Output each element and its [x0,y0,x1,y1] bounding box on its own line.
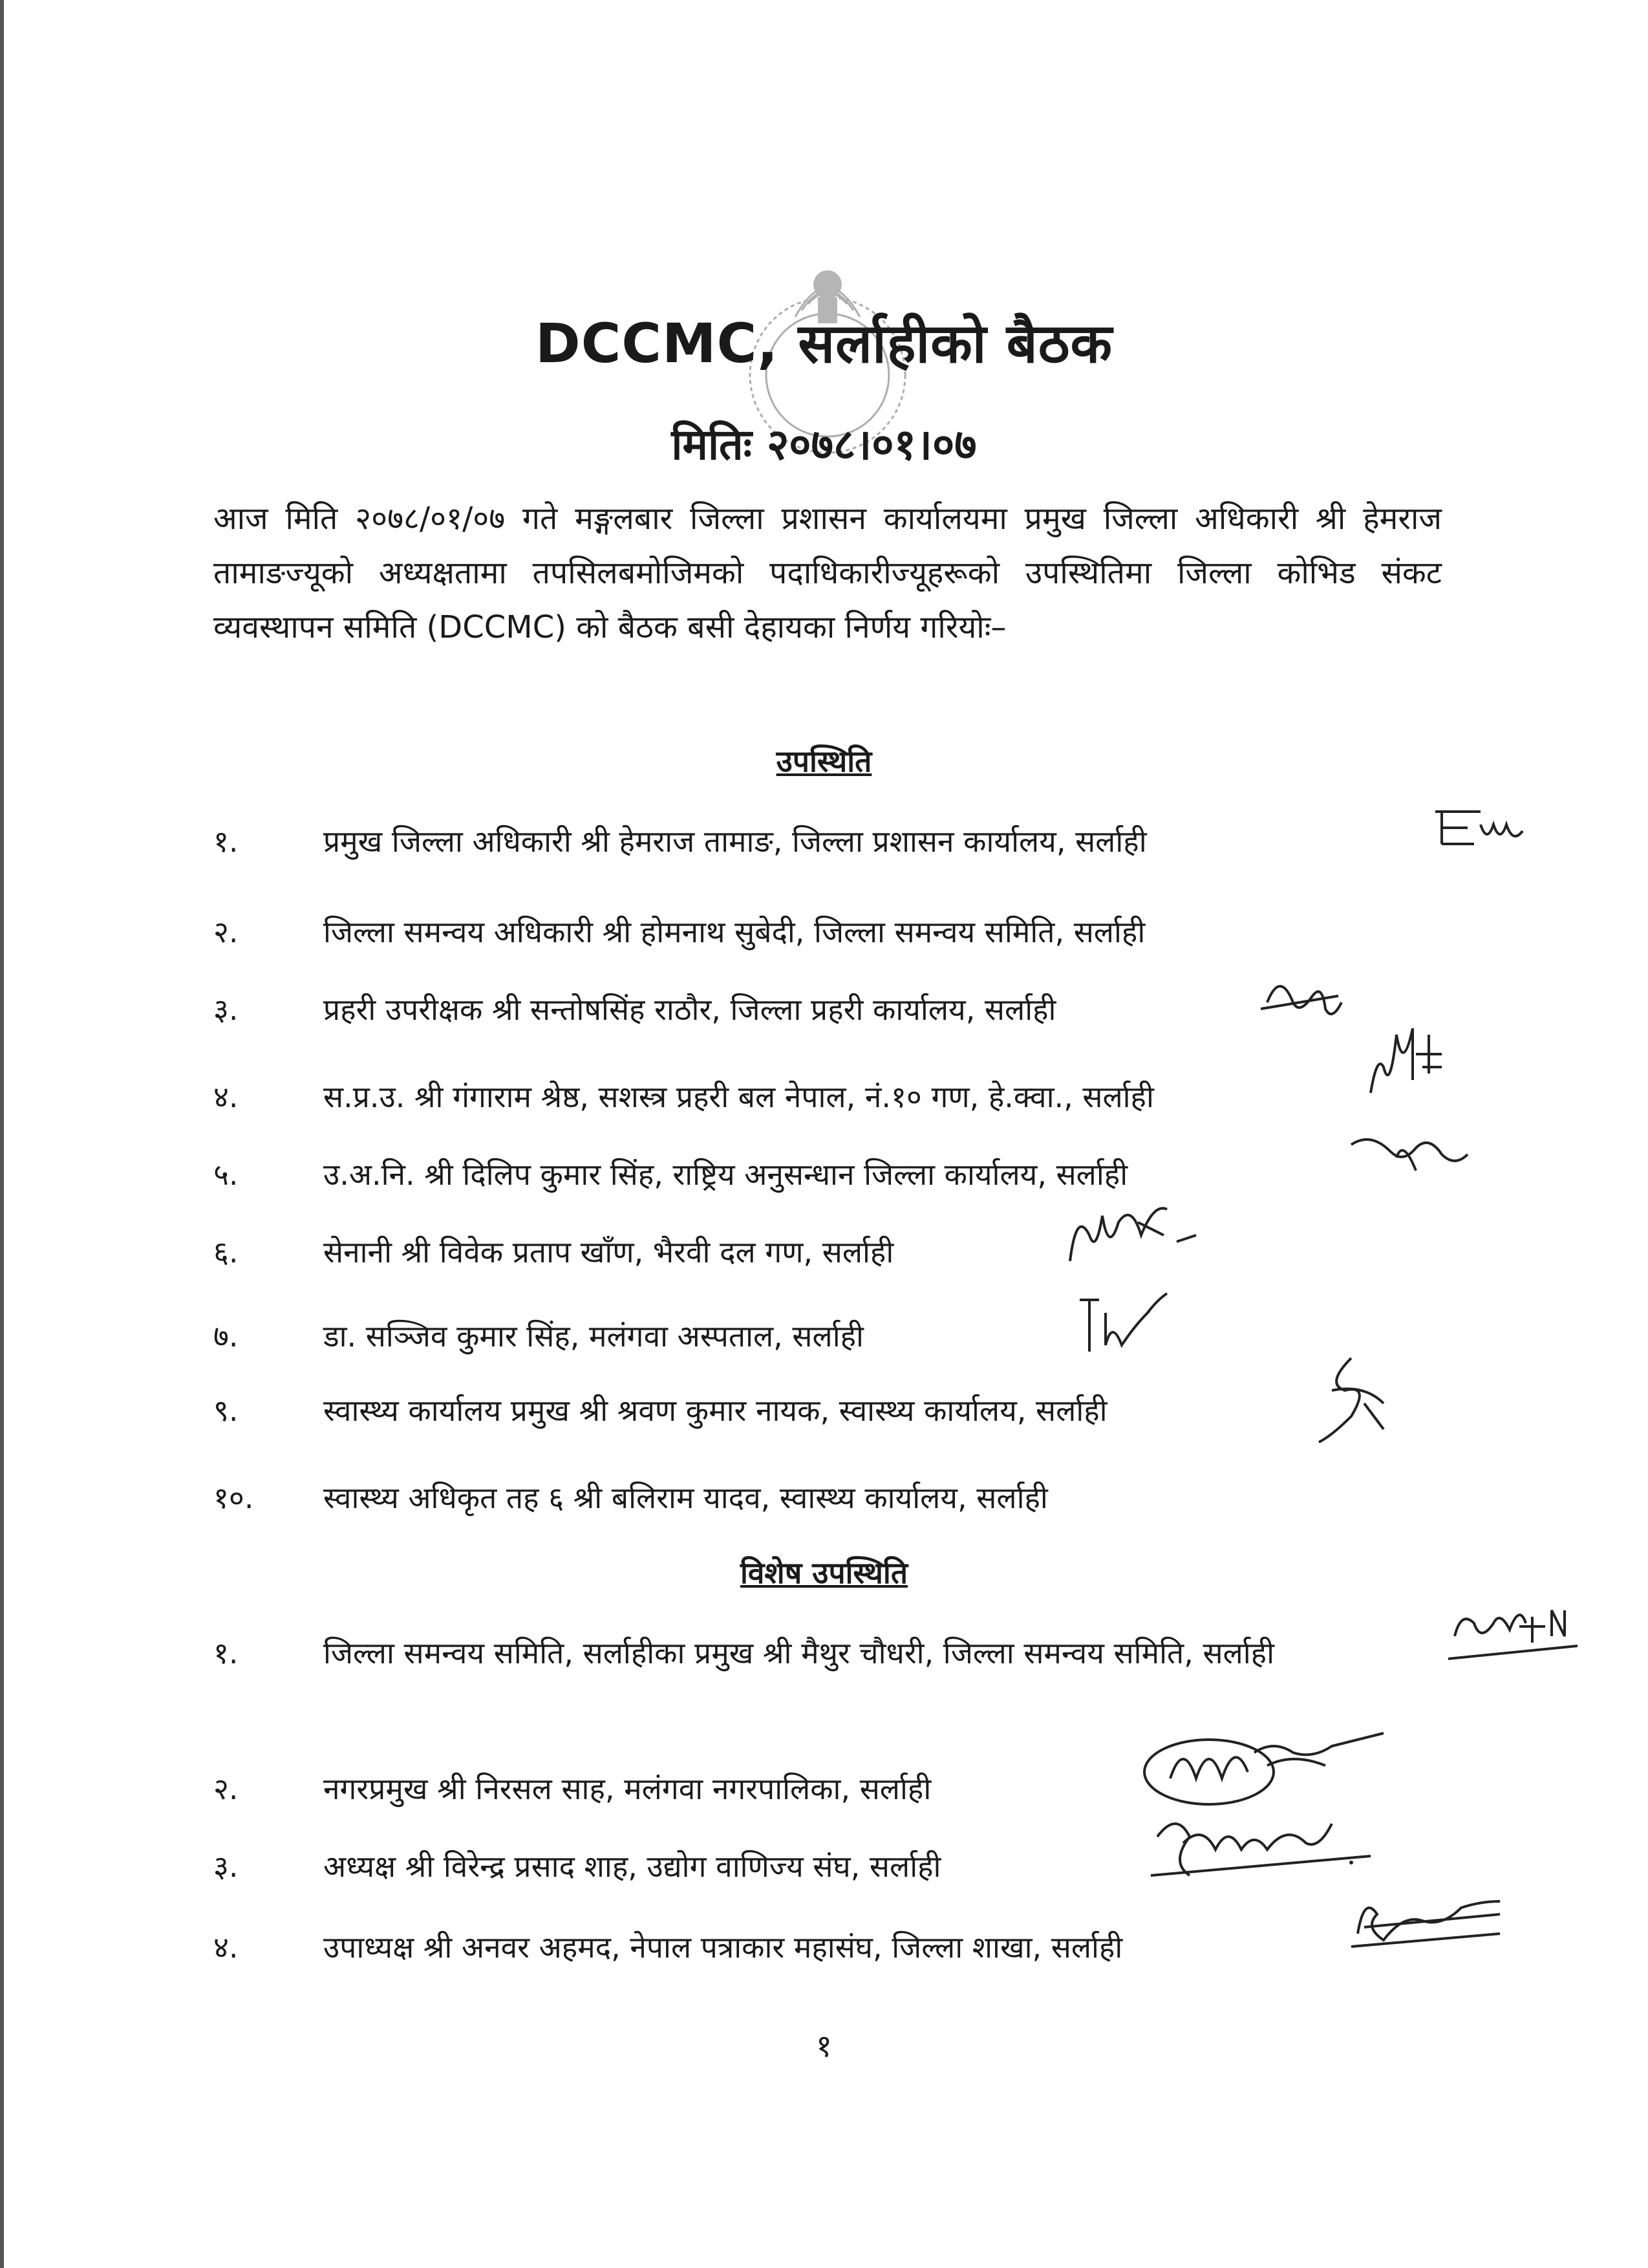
attendee-number: ९. [213,1393,239,1428]
attendee-number: १०. [213,1480,254,1515]
attendee-number: ३. [213,1849,239,1884]
signature [1254,964,1345,1028]
attendee-number: ६. [213,1235,239,1269]
attendee-text: स्वास्थ्य अधिकृत तह ६ श्री बलिराम यादव, स्वास्थ्य कार्यालय, सर्लाही [323,1480,1048,1515]
attendee-text: जिल्ला समन्वय अधिकारी श्री होमनाथ सुबेदी, जिल्ला समन्वय समिति, सर्लाही [323,914,1146,949]
attendee-number: ७. [213,1319,239,1354]
attendee-number: २. [213,1771,239,1806]
attendee-text: अध्यक्ष श्री विरेन्द्र प्रसाद शाह, उद्योग वाणिज्य संघ, सर्लाही [323,1849,941,1884]
signature [1345,1119,1474,1190]
special-attendance-heading: विशेष उपस्थिति [740,1555,908,1590]
page-number: १ [816,2028,832,2064]
attendee-text: नगरप्रमुख श्री निरसल साह, मलंगवा नगरपालिका, सर्लाही [323,1771,932,1806]
attendee-text: स्वास्थ्य कार्यालय प्रमुख श्री श्रवण कुमार नायक, स्वास्थ्य कार्यालय, सर्लाही [323,1393,1108,1428]
attendee-number: ४. [213,1930,239,1965]
attendee-number: १. [213,824,239,859]
attendee-text: सेनानी श्री विवेक प्रताप खाँण, भैरवी दल गण, सर्लाही [323,1235,894,1269]
attendee-number: ५. [213,1157,239,1192]
attendee-text: स.प्र.उ. श्री गंगाराम श्रेष्ठ, सशस्त्र प्रहरी बल नेपाल, नं.१० गण, हे.क्वा., सर्लाही [323,1079,1154,1114]
signature [1306,1352,1397,1449]
attendee-text: प्रहरी उपरीक्षक श्री सन्तोषसिंह राठौर, जिल्ला प्रहरी कार्यालय, सर्लाही [323,992,1056,1027]
signature [1060,1203,1209,1280]
signature [1067,1287,1177,1365]
meeting-date: मितिः २०७८।०१।०७ [671,420,977,470]
signature [1345,1888,1513,1960]
attendee-text: उ.अ.नि. श्री दिलिप कुमार सिंह, राष्ट्रिय अनुसन्धान जिल्ला कार्यालय, सर्लाही [323,1157,1128,1192]
attendee-number: १. [213,1636,239,1670]
attendee-text: प्रमुख जिल्ला अधिकारी श्री हेमराज तामाङ, जिल्ला प्रशासन कार्यालय, सर्लाही [323,824,1147,859]
attendee-text: डा. सञ्जिव कुमार सिंह, मलंगवा अस्पताल, सर्लाही [323,1319,864,1354]
intro-paragraph: आज मिति २०७८/०१/०७ गते मङ्गलबार जिल्ला प्रशासन कार्यालयमा प्रमुख जिल्ला अधिकारी श्री हेमराज तामाङज्यूको अध्यक्षतामा तपसिलबमोजिमको पदाधिकारीज्यूहरूको उपस्थितिमा जिल्ला कोभिड संकट व्यवस्थापन समिति (DCCMC) को बैठक बसी देहायका निर्णय गरियोः– [213,501,1442,645]
attendee-number: ४. [213,1079,239,1114]
attendee-number: २. [213,914,239,949]
document-title: DCCMC, सर्लाहीको बैठक [535,312,1113,375]
signature [1442,1597,1584,1669]
attendee-text: जिल्ला समन्वय समिति, सर्लाहीका प्रमुख श्री मैथुर चौधरी, जिल्ला समन्वय समिति, सर्लाही [323,1636,1274,1670]
signature [1364,1028,1448,1125]
signature [1144,1798,1377,1888]
attendee-number: ३. [213,992,239,1027]
attendee-text: उपाध्यक्ष श्री अनवर अहमद, नेपाल पत्राकार महासंघ, जिल्ला शाखा, सर्लाही [323,1930,1123,1965]
attendance-heading: उपस्थिति [776,744,872,779]
signature [1429,799,1526,857]
